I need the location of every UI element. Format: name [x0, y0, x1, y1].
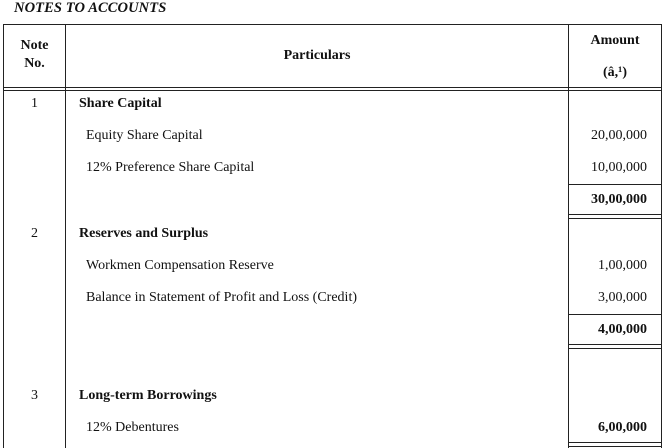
- note-1-number: 1: [31, 96, 38, 111]
- note-1-heading: Share Capital: [79, 96, 162, 111]
- particulars-header: Particulars: [283, 48, 351, 63]
- note-1-total: 30,00,000: [591, 192, 647, 207]
- note-3-total-top-rule-2: [569, 446, 661, 447]
- table-top-border: [3, 24, 662, 25]
- note-2-total: 4,00,000: [598, 322, 647, 337]
- amount-header-line1: Amount: [590, 33, 640, 48]
- header-bottom-border-2: [3, 90, 662, 91]
- page-title: NOTES TO ACCOUNTS: [14, 0, 167, 16]
- header-bottom-border: [3, 87, 662, 88]
- note-2-item-2-amount: 3,00,000: [598, 290, 647, 305]
- note-2-number: 2: [31, 226, 38, 241]
- note-1-item-1-amount: 20,00,000: [591, 128, 647, 143]
- note-no-header-line1: Note: [20, 38, 49, 53]
- amount-column-divider: [568, 24, 569, 448]
- note-1-total-top-rule: [569, 184, 661, 185]
- note-3-item-1-label: 12% Debentures: [86, 420, 179, 435]
- note-1-total-bottom-rule-2: [569, 218, 661, 219]
- note-3-number: 3: [31, 388, 38, 403]
- note-3-heading: Long-term Borrowings: [79, 388, 217, 403]
- note-2-heading: Reserves and Surplus: [79, 226, 209, 241]
- amount-header-line2: (â,¹): [602, 65, 628, 80]
- note-3-total-top-rule: [569, 442, 661, 443]
- table-right-border: [661, 24, 662, 448]
- note-column-divider: [65, 24, 66, 448]
- note-2-item-1-label: Workmen Compensation Reserve: [86, 258, 274, 273]
- note-2-item-1-amount: 1,00,000: [598, 258, 647, 273]
- note-2-total-top-rule: [569, 314, 661, 315]
- note-3-item-1-amount: 6,00,000: [598, 420, 647, 435]
- note-2-total-bottom-rule: [569, 344, 661, 345]
- note-2-item-2-label: Balance in Statement of Profit and Loss (Credit): [86, 290, 357, 305]
- note-1-item-2-amount: 10,00,000: [591, 160, 647, 175]
- note-no-header-line2: No.: [24, 56, 45, 71]
- note-2-total-bottom-rule-2: [569, 348, 661, 349]
- note-1-item-1-label: Equity Share Capital: [86, 128, 203, 143]
- note-1-item-2-label: 12% Preference Share Capital: [86, 160, 255, 175]
- note-1-total-bottom-rule: [569, 214, 661, 215]
